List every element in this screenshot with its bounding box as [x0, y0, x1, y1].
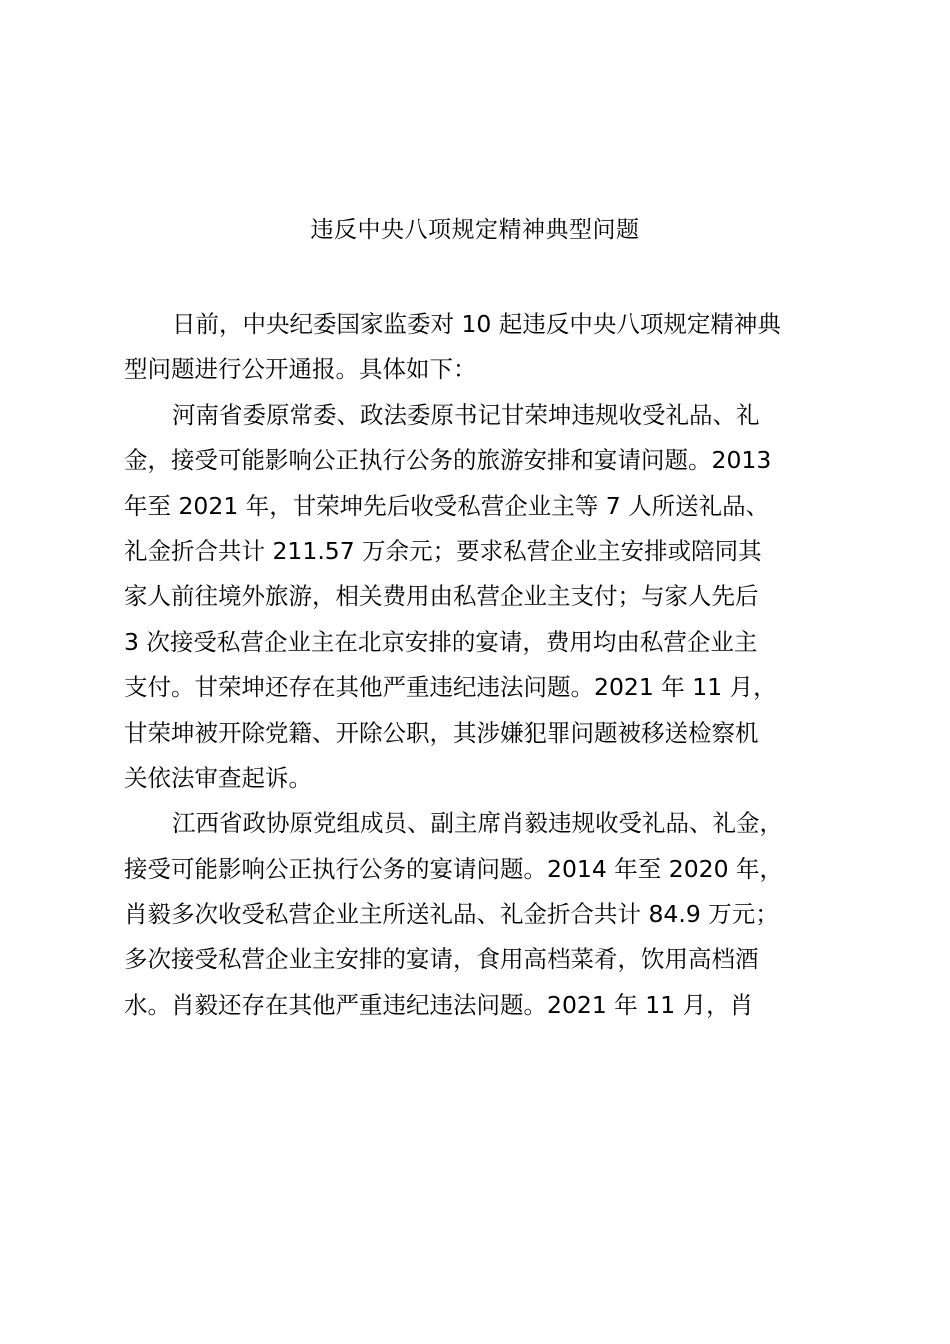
text-line: 家人前往境外旅游，相关费用由私营企业主支付；与家人先后: [124, 582, 759, 611]
text-line: 支付。甘荣坤还存在其他严重违纪违法问题。2021 年 11 月，: [124, 673, 777, 702]
paragraph-intro: [124, 302, 844, 393]
text-line: 接受可能影响公正执行公务的宴请问题。2014 年至 2020 年，: [124, 854, 784, 883]
text-line: 河南省委原常委、政法委原书记甘荣坤违规收受礼品、礼: [172, 400, 760, 429]
text-line: 甘荣坤被开除党籍、开除公职，其涉嫌犯罪问题被移送检察机: [124, 718, 759, 747]
text-line: 3 次接受私营企业主在北京安排的宴请，费用均由私营企业主: [124, 627, 758, 656]
text-line: 关依法审查起诉。: [124, 763, 312, 792]
document-body: [124, 302, 844, 1028]
text-line: 肖毅多次收受私营企业主所送礼品、礼金折合共计 84.9 万元；: [124, 900, 779, 929]
text-line: 江西省政协原党组成员、副主席肖毅违规收受礼品、礼金，: [172, 809, 783, 838]
text-line: 年至 2021 年，甘荣坤先后收受私营企业主等 7 人所送礼品、: [124, 491, 770, 520]
text-line: 日前，中央纪委国家监委对 10 起违反中央八项规定精神典: [172, 310, 781, 338]
text-line: 多次接受私营企业主安排的宴请，食用高档菜肴，饮用高档酒: [124, 945, 759, 974]
text-line: 金，接受可能影响公正执行公务的旅游安排和宴请问题。2013: [124, 446, 772, 475]
text-line: 型问题进行公开通报。具体如下：: [124, 355, 477, 384]
document-title: 违反中央八项规定精神典型问题: [310, 217, 640, 243]
text-line: 水。肖毅还存在其他严重违纪违法问题。2021 年 11 月，肖: [124, 990, 754, 1019]
paragraph-case-xiao-yi: [124, 801, 844, 1028]
text-line: 礼金折合共计 211.57 万余元；要求私营企业主安排或陪同其: [124, 536, 762, 565]
paragraph-case-gan-rongkun: [124, 393, 844, 802]
